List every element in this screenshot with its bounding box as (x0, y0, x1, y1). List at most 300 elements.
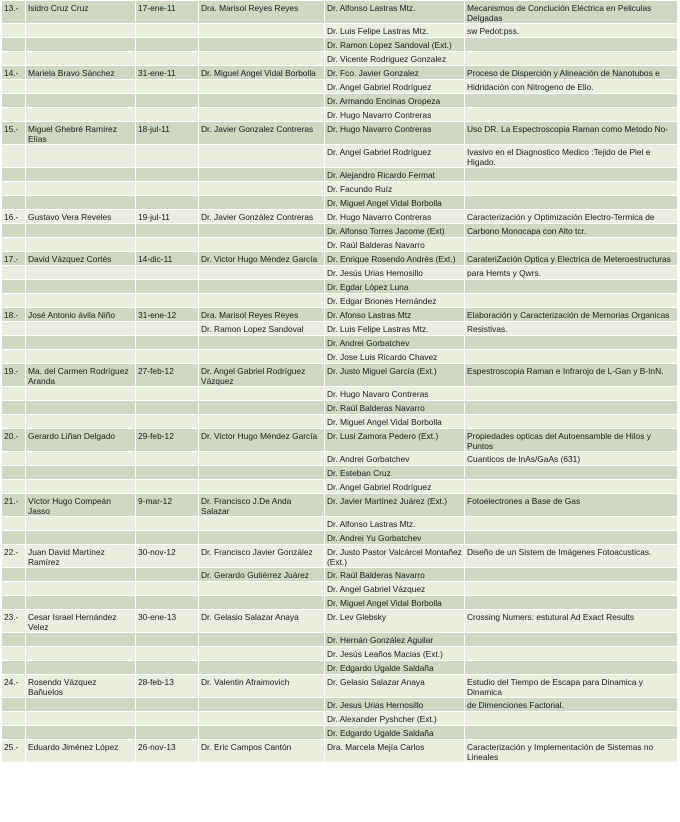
committee-member-cell: Dr. Hugo Navaro Contreras (325, 387, 465, 401)
student-name-cell (26, 401, 136, 415)
row-number-cell (2, 415, 26, 429)
table-row (2, 66, 678, 80)
exam-date-cell: 26-nov-13 (136, 740, 199, 763)
advisor-cell: Dr. Eric Campos Cantón (199, 740, 325, 763)
exam-date-cell (136, 661, 199, 675)
student-name-cell: Isidro Cruz Cruz (26, 1, 136, 24)
thesis-title-cell (465, 168, 678, 182)
committee-member-cell: Dr. Ramon Lopez Sandoval (Ext.) (325, 38, 465, 52)
student-name-cell (26, 80, 136, 94)
thesis-title-cell (465, 596, 678, 610)
exam-date-cell: 19-jul-11 (136, 210, 199, 224)
advisor-cell: Dr. Javier Gonzalez Contreras (199, 122, 325, 145)
exam-date-cell: 31-ene-11 (136, 66, 199, 80)
committee-member-cell: Dr. Egdar López Luna (325, 280, 465, 294)
table-row (2, 429, 678, 452)
table-row (2, 336, 678, 350)
thesis-title-cell (465, 94, 678, 108)
advisor-cell (199, 415, 325, 429)
thesis-title-cell (465, 415, 678, 429)
advisor-cell (199, 466, 325, 480)
row-number-cell: 15.- (2, 122, 26, 145)
row-number-cell: 17.- (2, 252, 26, 266)
advisor-cell (199, 224, 325, 238)
student-name-cell: Eduardo Jiménez López (26, 740, 136, 763)
advisor-cell (199, 38, 325, 52)
committee-member-cell: Dr. Hugo Navarro Contreras (325, 122, 465, 145)
advisor-cell: Dr. Gelasio Salazar Anaya (199, 610, 325, 633)
student-name-cell: Miguel Ghebré Ramírez Elías (26, 122, 136, 145)
exam-date-cell (136, 712, 199, 726)
row-number-cell (2, 401, 26, 415)
committee-member-cell: Dr. Raúl Balderas Navarro (325, 238, 465, 252)
row-number-cell (2, 517, 26, 531)
thesis-title-cell (465, 726, 678, 740)
student-name-cell (26, 266, 136, 280)
committee-member-cell: Dr. Fco. Javier Gonzalez (325, 66, 465, 80)
student-name-cell (26, 415, 136, 429)
exam-date-cell (136, 350, 199, 364)
row-number-cell (2, 280, 26, 294)
student-name-cell (26, 712, 136, 726)
student-name-cell (26, 94, 136, 108)
table-row (2, 122, 678, 145)
student-name-cell: Ma. del Carmen Rodríguez Aranda (26, 364, 136, 387)
committee-member-cell: Dr. Jesús Urias Hemosillo (325, 266, 465, 280)
exam-date-cell: 9-mar-12 (136, 494, 199, 517)
advisor-cell: Dr. Victor Hugo Méndez García (199, 252, 325, 266)
thesis-title-cell: Diseño de un Sistem de Imágenes Fotoacusticas. (465, 545, 678, 568)
advisor-cell (199, 596, 325, 610)
committee-member-cell: Dr. Jose Luis Ricardo Chavez (325, 350, 465, 364)
table-row (2, 698, 678, 712)
committee-member-cell: Dr. Edgardo Ugalde Saldaña (325, 726, 465, 740)
advisor-cell: Dr. Angel Gabriel Rodríguez Vázquez (199, 364, 325, 387)
row-number-cell (2, 196, 26, 210)
committee-member-cell: Dr. Alejandro Ricardo Fermat (325, 168, 465, 182)
advisor-cell: Dr. Javier González Contreras (199, 210, 325, 224)
committee-member-cell: Dra. Marcela Mejía Carlos (325, 740, 465, 763)
row-number-cell: 24.- (2, 675, 26, 698)
thesis-title-cell (465, 466, 678, 480)
exam-date-cell (136, 596, 199, 610)
row-number-cell (2, 726, 26, 740)
advisor-cell (199, 196, 325, 210)
exam-date-cell (136, 266, 199, 280)
student-name-cell (26, 336, 136, 350)
exam-date-cell (136, 94, 199, 108)
thesis-title-cell: Ivasivo en el Diagnostico Medico :Tejido de Piel e Higado. (465, 145, 678, 168)
advisor-cell: Dra. Marisol Reyes Reyes (199, 1, 325, 24)
table-row (2, 596, 678, 610)
row-number-cell (2, 480, 26, 494)
table-row (2, 675, 678, 698)
advisor-cell (199, 266, 325, 280)
exam-date-cell (136, 466, 199, 480)
exam-date-cell: 14-dic-11 (136, 252, 199, 266)
committee-member-cell: Dr. Hugo Navarro Contreras (325, 108, 465, 122)
student-name-cell (26, 294, 136, 308)
advisor-cell (199, 24, 325, 38)
row-number-cell (2, 452, 26, 466)
student-name-cell (26, 108, 136, 122)
exam-date-cell: 30-nov-12 (136, 545, 199, 568)
exam-date-cell (136, 182, 199, 196)
thesis-title-cell: Proceso de Disperción y Alineación de Nanotubos e (465, 66, 678, 80)
student-name-cell (26, 698, 136, 712)
student-name-cell: José Antonio ávila Niño (26, 308, 136, 322)
row-number-cell (2, 94, 26, 108)
exam-date-cell (136, 80, 199, 94)
table-row (2, 740, 678, 763)
advisor-cell (199, 480, 325, 494)
exam-date-cell: 30-ene-13 (136, 610, 199, 633)
thesis-title-cell: Caracterización y Optimización Electro-Termica de (465, 210, 678, 224)
student-name-cell: Mariela Bravo Sánchez (26, 66, 136, 80)
student-name-cell (26, 661, 136, 675)
committee-member-cell: Dr. Javier Martínez Juárez (Ext.) (325, 494, 465, 517)
committee-member-cell: Dr. Miguel Angel Vidal Borbolla (325, 596, 465, 610)
student-name-cell (26, 726, 136, 740)
exam-date-cell (136, 568, 199, 582)
row-number-cell: 23.- (2, 610, 26, 633)
committee-member-cell: Dr. Vicente Rodriguez Gonzalez (325, 52, 465, 66)
student-name-cell (26, 387, 136, 401)
student-name-cell: Cesar Israel Hernández Velez (26, 610, 136, 633)
table-row (2, 280, 678, 294)
thesis-title-cell (465, 517, 678, 531)
thesis-title-cell (465, 531, 678, 545)
row-number-cell (2, 224, 26, 238)
advisor-cell (199, 712, 325, 726)
table-row (2, 24, 678, 38)
row-number-cell (2, 294, 26, 308)
exam-date-cell (136, 480, 199, 494)
row-number-cell: 25.- (2, 740, 26, 763)
student-name-cell (26, 196, 136, 210)
row-number-cell (2, 238, 26, 252)
thesis-title-cell: Espestroscopia Raman e Infrarojo de L-Gan y B-InN. (465, 364, 678, 387)
row-number-cell: 21.- (2, 494, 26, 517)
student-name-cell (26, 568, 136, 582)
table-row (2, 38, 678, 52)
row-number-cell (2, 24, 26, 38)
table-row (2, 452, 678, 466)
exam-date-cell (136, 224, 199, 238)
exam-date-cell (136, 401, 199, 415)
table-row (2, 252, 678, 266)
row-number-cell (2, 698, 26, 712)
thesis-title-cell: Mecanismos de Conclución Eléctrica en Peliculas Delgadas (465, 1, 678, 24)
table-row (2, 415, 678, 429)
advisor-cell: Dr. Valentin Afraimovich (199, 675, 325, 698)
exam-date-cell (136, 280, 199, 294)
row-number-cell (2, 350, 26, 364)
row-number-cell (2, 712, 26, 726)
student-name-cell (26, 452, 136, 466)
thesis-title-cell: Fotoelectrones a Base de Gas (465, 494, 678, 517)
table-row (2, 108, 678, 122)
advisor-cell (199, 633, 325, 647)
row-number-cell (2, 168, 26, 182)
table-row (2, 210, 678, 224)
thesis-title-cell: Hidridación con Nitrogeno de Elio. (465, 80, 678, 94)
table-row (2, 401, 678, 415)
table-row (2, 224, 678, 238)
exam-date-cell (136, 24, 199, 38)
row-number-cell (2, 596, 26, 610)
table-row (2, 1, 678, 24)
table-row (2, 364, 678, 387)
row-number-cell (2, 108, 26, 122)
advisor-cell (199, 647, 325, 661)
thesis-title-cell (465, 401, 678, 415)
committee-member-cell: Dr. Raúl Balderas Navarro (325, 568, 465, 582)
thesis-title-cell (465, 238, 678, 252)
committee-member-cell: Dr. Jesús Leaños Macias (Ext.) (325, 647, 465, 661)
committee-member-cell: Dr. Hernán González Aguilar (325, 633, 465, 647)
committee-member-cell: Dr. Edgar Briones Hernández (325, 294, 465, 308)
advisor-cell (199, 94, 325, 108)
advisor-cell (199, 145, 325, 168)
exam-date-cell (136, 145, 199, 168)
table-row (2, 182, 678, 196)
row-number-cell: 20.- (2, 429, 26, 452)
thesis-title-cell (465, 38, 678, 52)
table-row (2, 726, 678, 740)
advisor-cell (199, 80, 325, 94)
thesis-title-cell (465, 712, 678, 726)
committee-member-cell: Dr. Andrei Yu Gorbatchev (325, 531, 465, 545)
committee-member-cell: Dr. Raúl Balderas Navarro (325, 401, 465, 415)
thesis-title-cell: Carbono Monocapa con Alto tcr. (465, 224, 678, 238)
table-row (2, 350, 678, 364)
exam-date-cell (136, 108, 199, 122)
student-name-cell (26, 52, 136, 66)
row-number-cell (2, 52, 26, 66)
advisor-cell: Dra. Marisol Reyes Reyes (199, 308, 325, 322)
exam-date-cell (136, 698, 199, 712)
committee-member-cell: Dr. Miguel Angel Vidal Borbolla (325, 196, 465, 210)
committee-member-cell: Dr. Angel Gabriel Vázquez (325, 582, 465, 596)
exam-date-cell (136, 38, 199, 52)
table-row (2, 633, 678, 647)
row-number-cell: 22.- (2, 545, 26, 568)
student-name-cell (26, 238, 136, 252)
row-number-cell (2, 387, 26, 401)
table-row (2, 568, 678, 582)
table-row (2, 52, 678, 66)
table-row (2, 610, 678, 633)
table-row (2, 531, 678, 545)
thesis-title-cell: Caracterización y Implementación de Sistemas no Lineales (465, 740, 678, 763)
advisor-cell (199, 387, 325, 401)
thesis-title-cell: de Dimenciones Factorial. (465, 698, 678, 712)
row-number-cell (2, 647, 26, 661)
advisor-cell: Dr. Francisco J.De Anda Salazar (199, 494, 325, 517)
row-number-cell (2, 182, 26, 196)
exam-date-cell (136, 238, 199, 252)
exam-date-cell: 29-feb-12 (136, 429, 199, 452)
student-name-cell: David Vázquez Cortés (26, 252, 136, 266)
table-row (2, 582, 678, 596)
committee-member-cell: Dr. Andrei Gorbatchev (325, 336, 465, 350)
row-number-cell (2, 633, 26, 647)
student-name-cell: Gustavo Vera Reveles (26, 210, 136, 224)
student-name-cell: Juan David Martínez Ramírez (26, 545, 136, 568)
row-number-cell (2, 38, 26, 52)
thesis-title-cell (465, 661, 678, 675)
student-name-cell (26, 280, 136, 294)
student-name-cell (26, 466, 136, 480)
thesis-title-cell (465, 387, 678, 401)
advisor-cell (199, 294, 325, 308)
thesis-title-cell (465, 182, 678, 196)
advisor-cell (199, 517, 325, 531)
committee-member-cell: Dr. Angel Gabriel Rodríguez (325, 80, 465, 94)
thesis-title-cell: Elaboración y Caracterización de Memorias Organicas (465, 308, 678, 322)
row-number-cell: 18.- (2, 308, 26, 322)
row-number-cell: 19.- (2, 364, 26, 387)
table-row (2, 196, 678, 210)
advisor-cell (199, 280, 325, 294)
thesis-title-cell: Propiedades opticas del Autoensamble de Hilos y Puntos (465, 429, 678, 452)
advisor-cell (199, 52, 325, 66)
exam-date-cell: 27-feb-12 (136, 364, 199, 387)
committee-member-cell: Dr. Alfonso Torres Jacome (Ext) (325, 224, 465, 238)
row-number-cell: 16.- (2, 210, 26, 224)
advisor-cell (199, 531, 325, 545)
exam-date-cell: 28-feb-13 (136, 675, 199, 698)
student-name-cell (26, 480, 136, 494)
committee-member-cell: Dr. Angel Gabriel Rodríguez (325, 480, 465, 494)
table-row (2, 238, 678, 252)
table-row (2, 80, 678, 94)
advisor-cell: Dr. Gerardo Gutiérrez Juárez (199, 568, 325, 582)
student-name-cell (26, 168, 136, 182)
student-name-cell (26, 633, 136, 647)
committee-member-cell: Dr. Gelasio Salazar Anaya (325, 675, 465, 698)
thesis-title-cell: Estudio del Tiempo de Escapa para Dinamica y Dinamica (465, 675, 678, 698)
table-row (2, 94, 678, 108)
thesis-title-cell (465, 568, 678, 582)
thesis-title-cell: Uso DR. La Espectroscopia Raman como Metodo No- (465, 122, 678, 145)
advisor-cell (199, 698, 325, 712)
student-name-cell (26, 182, 136, 196)
table-row (2, 661, 678, 675)
exam-date-cell (136, 336, 199, 350)
thesis-title-cell (465, 633, 678, 647)
row-number-cell (2, 661, 26, 675)
advisor-cell (199, 168, 325, 182)
row-number-cell (2, 336, 26, 350)
thesis-title-cell: sw Pedot:pss. (465, 24, 678, 38)
student-name-cell (26, 24, 136, 38)
row-number-cell: 13.- (2, 1, 26, 24)
thesis-title-cell: CarateriZación Optica y Electrica de Meteroestructuras (465, 252, 678, 266)
exam-date-cell (136, 633, 199, 647)
exam-date-cell (136, 294, 199, 308)
committee-member-cell: Dr. Justo Miguel García (Ext.) (325, 364, 465, 387)
advisor-cell: Dr. Francisco Javier González (199, 545, 325, 568)
advisor-cell: Dr. Ramon Lopez Sandoval (199, 322, 325, 336)
row-number-cell (2, 80, 26, 94)
thesis-title-cell (465, 108, 678, 122)
row-number-cell (2, 582, 26, 596)
student-name-cell (26, 322, 136, 336)
row-number-cell (2, 531, 26, 545)
committee-member-cell: Dr. Andrei Gorbatchev (325, 452, 465, 466)
exam-date-cell (136, 582, 199, 596)
table-row (2, 517, 678, 531)
row-number-cell (2, 266, 26, 280)
committee-member-cell: Dr. Luis Felipe Lastras Mtz. (325, 322, 465, 336)
committee-member-cell: Dr. Enrique Rosendo Andrés (Ext.) (325, 252, 465, 266)
student-name-cell: Víctor Hugo Compeán Jasso (26, 494, 136, 517)
committee-member-cell: Dr. Afonso Lastras Mtz (325, 308, 465, 322)
committee-member-cell: Dr. Lev Glebsky (325, 610, 465, 633)
table-row (2, 480, 678, 494)
exam-date-cell (136, 52, 199, 66)
table-row (2, 387, 678, 401)
thesis-committee-table (1, 0, 678, 763)
thesis-title-cell: para Hemts y Qwrs. (465, 266, 678, 280)
table-body (2, 1, 678, 763)
committee-member-cell: Dr. Miguel Angel Vidal Borbolla (325, 415, 465, 429)
committee-member-cell: Dr. Edgardo Ugalde Saldaña (325, 661, 465, 675)
advisor-cell: Dr. Miguel Angel Vidal Borbolla (199, 66, 325, 80)
student-name-cell (26, 350, 136, 364)
row-number-cell (2, 466, 26, 480)
thesis-title-cell: Cuanticos de InAs/GaAs (631) (465, 452, 678, 466)
advisor-cell (199, 582, 325, 596)
advisor-cell (199, 182, 325, 196)
exam-date-cell (136, 322, 199, 336)
committee-member-cell: Dr. Luis Felipe Lastras Mtz. (325, 24, 465, 38)
table-row (2, 294, 678, 308)
exam-date-cell (136, 387, 199, 401)
row-number-cell (2, 322, 26, 336)
exam-date-cell: 17-ene-11 (136, 1, 199, 24)
thesis-title-cell (465, 582, 678, 596)
advisor-cell (199, 108, 325, 122)
thesis-title-cell (465, 336, 678, 350)
student-name-cell (26, 596, 136, 610)
exam-date-cell (136, 415, 199, 429)
committee-member-cell: Dr. Hugo Navarro Contreras (325, 210, 465, 224)
row-number-cell (2, 145, 26, 168)
exam-date-cell: 18-jul-11 (136, 122, 199, 145)
thesis-title-cell (465, 294, 678, 308)
student-name-cell (26, 582, 136, 596)
table-row (2, 266, 678, 280)
table-row (2, 145, 678, 168)
student-name-cell (26, 517, 136, 531)
student-name-cell: Gerardo Liñan Delgado (26, 429, 136, 452)
advisor-cell (199, 401, 325, 415)
exam-date-cell (136, 647, 199, 661)
thesis-title-cell: Resistivas. (465, 322, 678, 336)
committee-member-cell: Dr. Angel Gabriel Rodríguez (325, 145, 465, 168)
committee-member-cell: Dr. Esteban Cruz (325, 466, 465, 480)
table-row (2, 168, 678, 182)
advisor-cell (199, 726, 325, 740)
table-row (2, 322, 678, 336)
committee-member-cell: Dr. Armando Encinas Oropeza (325, 94, 465, 108)
student-name-cell (26, 647, 136, 661)
thesis-title-cell (465, 52, 678, 66)
exam-date-cell (136, 517, 199, 531)
